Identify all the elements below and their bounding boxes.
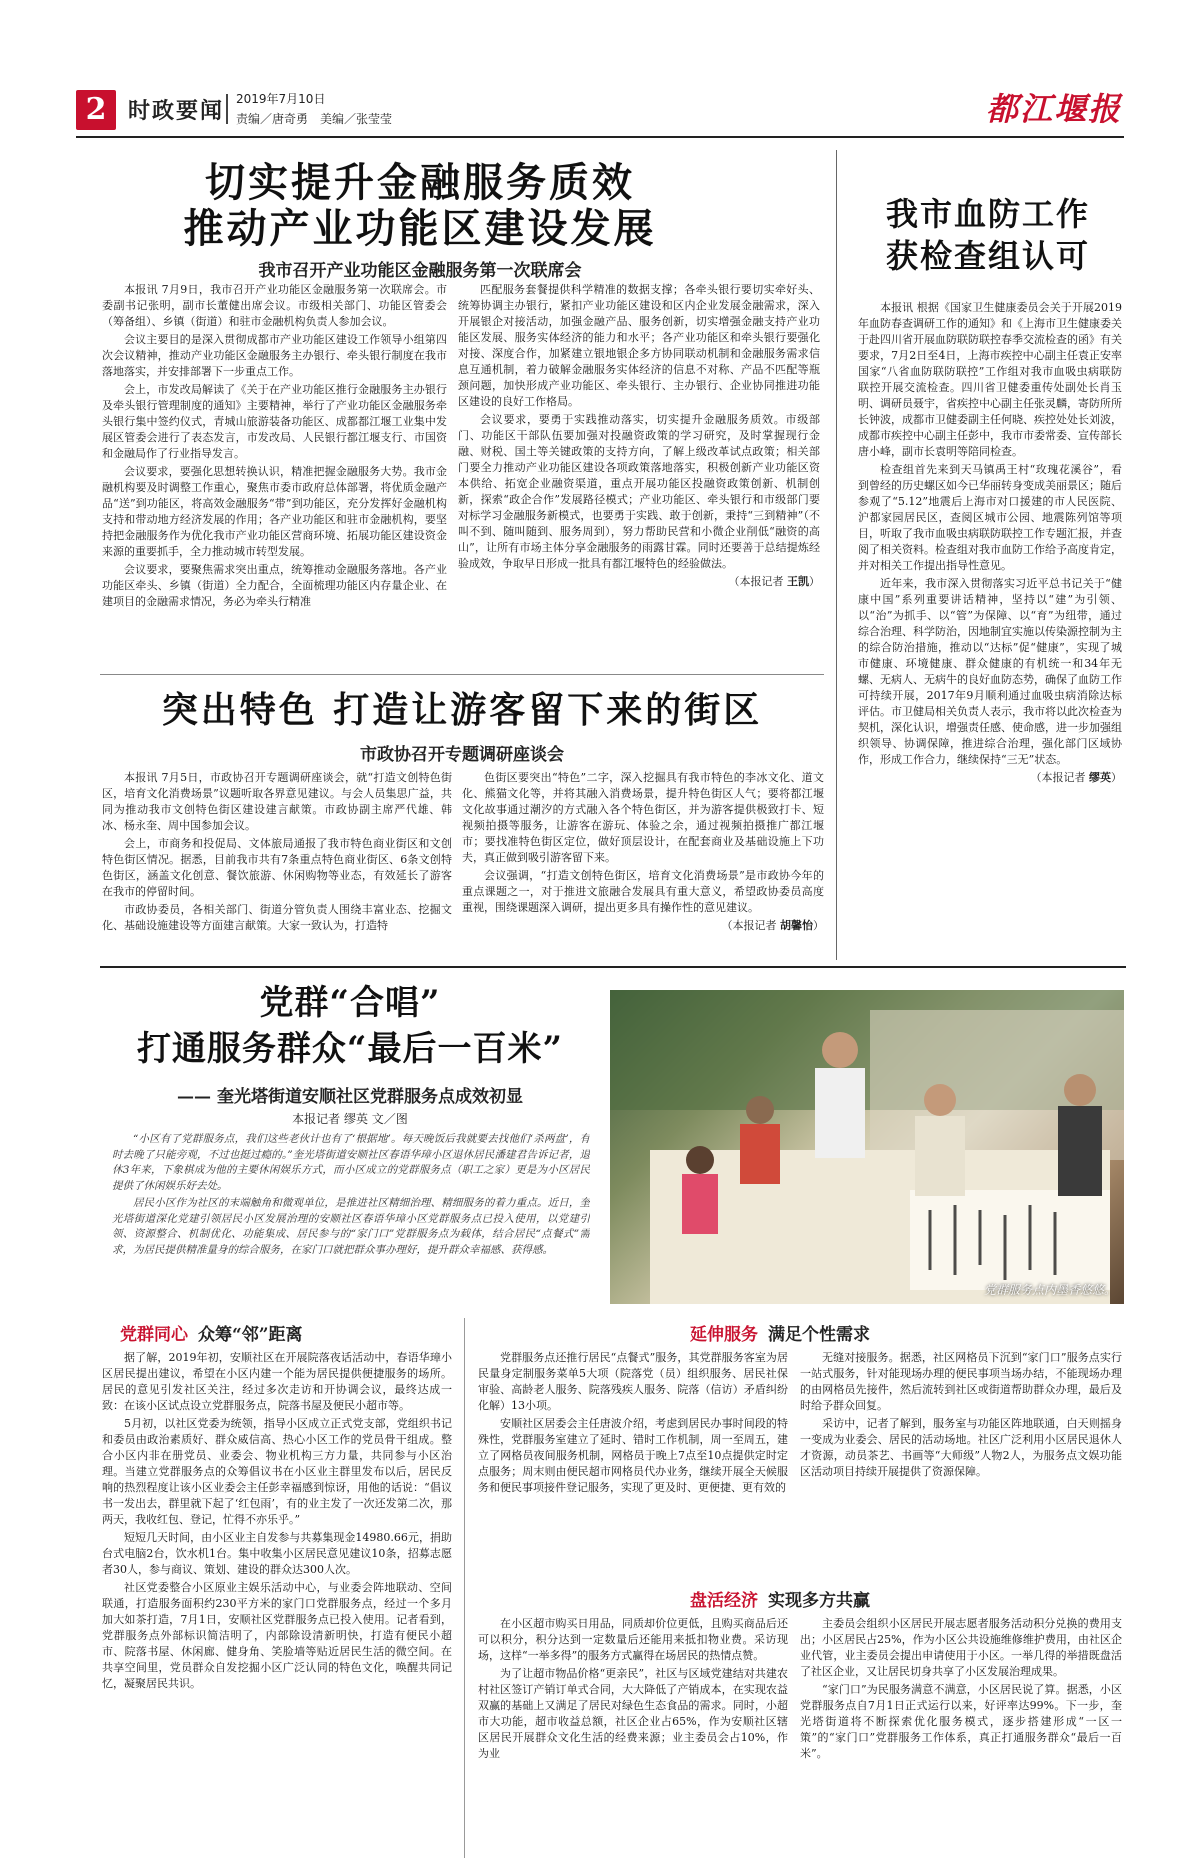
paragraph: 5月初，以社区党委为统领，指导小区成立正式党支部，党组织书记和委员由政治素质好、群众威信高、热心小区工作的党员骨干组成。整合小区内非在册党员、业委会、物业机构三方力量，共同参与小区治理。当建立党群服务点的众筹倡议书在小区业主群里发布以后，居民反响的热烈程度让该小区业委会主任彭幸福感到惊讶，用他的话说：“倡议书一发出去，群里就下起了‘红包雨’，有的业主发了一次还发第二次，那两天，我收红包、登记，忙得不亦乐乎。” [102,1417,452,1526]
section1-heading [120,1320,580,1345]
paragraph: 会议要求，要聚焦需求突出重点，统筹推动金融服务落地。各产业功能区牵头、乡镇（街道）全力配合，全面梳理功能区内存量企业、在建项目的金融需求情况，务必为牵头行精准 [102,563,447,608]
column-divider-bottom [464,1318,465,1858]
article3-top-rule [100,674,824,675]
section3-heading-text: 实现多方共赢 [768,1591,870,1611]
paragraph: 无缝对接服务。据悉，社区网格员下沉到“家门口”服务点实行一站式服务，针对能现场办理的便民事项当场办结，不能现场办理的由网格员先接件，然后流转到社区或街道帮助群众办理，最后及时给予群众回复。 [800,1351,1122,1412]
section1-heading-text: 众筹“邻”距离 [198,1325,303,1345]
article4-top-rule [100,966,1126,968]
article4-subtitle: —— 奎光塔街道安顺社区党群服务点成效初显 [177,1087,523,1107]
article3-title: 突出特色 打造让游客留下来的街区 [161,689,763,731]
article1-title-line2: 推动产业功能区建设发展 [183,205,657,252]
paragraph: 检查组首先来到天马镇禹王村“玫瑰花溪谷”，看到曾经的历史螺区如今已华丽转身变成美丽景区；随后参观了“5.12”地震后上海市对口援建的市人民医院、沪都家园居民区，查阅区城市公园、地震陈列馆等项目，听取了我市血吸虫病联防联控工作专题汇报，并查阅了相关资料。检查组对我市血防工作给予高度肯定，并对相关工作提出指导性意见。 [858,463,1122,572]
column-divider [836,150,837,960]
paragraph: 采访中，记者了解到，服务室与功能区阵地联通，白天则摇身一变成为业委会、居民的活动场地。社区广泛利用小区居民退休人才资源，动员茶艺、书画等“大师级”人物2人，为服务点文娱功能区活动项目持续开展提供了资源保障。 [800,1417,1122,1478]
paragraph: 会议要求，要勇于实践推动落实，切实提升金融服务质效。市级部门、功能区干部队伍要加强对投融资政策的学习研究，及时掌握现行金融、财税、国土等关键政策的支持方向，了解上级改革试点政策；相关部门要全力推动产业功能区建设各项政策落地落实，积极创新产业功能区资本供给、拓宽企业融资渠道，重点开展功能区投融资政策创新、机制创新，探索“政企合作”发展路径模式；产业功能区、牵头银行和市级部门要对标学习金融服务新模式，也要勇于实践、敢于创新，秉持“三到精神”（不叫不到、随叫随到、服务周到），努力帮助民营和小微企业削低“融资的高山”，让所有市场主体分享金融服务的雨露甘霖。同时还要善于总结提炼经验成效，争取早日形成一批具有都江堰特色的经验做法。 [458,413,820,570]
page-number-badge [76,90,116,130]
article1-byline: （本报记者 王凯） [728,575,820,588]
article4-byline: 本报记者 缪英 文／图 [292,1112,408,1126]
paragraph: 色街区要突出“特色”二字，深入挖掘具有我市特色的李冰文化、道文化、熊猫文化等，并将其融入消费场景，提升特色街区人气；要将都江堰文化故事通过潮汐的方式融入各个特色街区，并为游客提供极致打卡、短视频拍摄等服务，让游客在游玩、体验之余，通过视频拍摄推广都江堰市；要找准特色街区定位，做好顶层设计，在配套商业及基础设施上下功夫，真正做到吸引游客留下来。 [462,771,824,864]
byline-label: 本报记者 [1041,771,1086,784]
paragraph: 在小区超市购买日用品，同质却价位更低，且购买商品后还可以积分，积分达到一定数量后还能用来抵扣物业费。采访现场，这样“一举多得”的服务方式赢得在场居民的热情点赞。 [478,1617,788,1662]
article1-left-column [102,282,447,666]
paragraph: 本报讯 根据《国家卫生健康委员会关于开展2019年血防春查调研工作的通知》和《上海市卫生健康委关于赴四川省开展血防联防联控春季交流检查的函》有关要求，7月2日至4日，上海市疾控中心副主任袁正安率国家“八省血防联防联控”工作组对我市血吸虫病联防联控开展交流检查。四川省卫健委重传处副处长肖玉明、调研员聂宇，省疾控中心副主任张灵麟，寄防所所长钟波，成都市卫健委副主任何晓、疾控处处长刘波，成都市疾控中心副主任彭中，我市市委常委、宣传部长唐小峰，副市长袁明等陪同检查。 [858,301,1122,458]
paragraph: 近年来，我市深入贯彻落实习近平总书记关于“健康中国”系列重要讲话精神，坚持以“建”为引领、以“治”为抓手、以“管”为保障、以“育”为纽带，通过综合治理、科学防治，因地制宜实施以传染源控制为主的综合防治措施，推动以“达标”促“健康”，实现了城市健康、环境健康、群众健康的有机统一和34年无螺、无病人、无病牛的良好血防态势，确保了血防工作可持续开展，2017年9月顺利通过血吸虫病消除达标评估。市卫健局相关负责人表示，我市将以此次检查为契机，深化认识，增强责任感、使命感，进一步加强组织领导、协调保障，推进综合治理，强化部门区域协作，形成工作合力，继续保持“三无”状态。 [858,577,1122,766]
paragraph: 党群服务点还推行居民“点餐式”服务，其党群服务客室为居民量身定制服务菜单5大项（院落党（员）组织服务、居民社保审验、高龄老人服务、院落残疾人服务、院落（信访）矛盾纠纷化解）13小项。 [478,1351,788,1412]
section2-left-column [478,1350,788,1550]
paragraph: 据了解，2019年初，安顺社区在开展院落夜话活动中，春语华璋小区居民提出建议，希望在小区内建一个能为居民提供便捷服务的场所。居民的意见引发社区关注，经过多次走访和开协调会议，最终达成一致：在该小区试点设立党群服务点，院落书屋及便民小超市等。 [102,1351,452,1412]
page-number: 2 [85,92,107,127]
article2-title-line2: 获检查组认可 [885,237,1090,275]
paragraph: 安顺社区居委会主任唐波介绍，考虑到居民办事时间段的特殊性，党群服务室建立了延时、错时工作机制，周一至周五，建立了网格员夜间服务机制，网格员于晚上7点至10点提供定时定点服务；周末则由便民超市网格员代办业务，继续开展全天候服务和便民事项接件登记服务，实现了更及时、更便捷、更有效的 [478,1417,788,1494]
paragraph: 会上，市发改局解读了《关于在产业功能区推行金融服务主办银行及牵头银行管理制度的通知》主要精神，举行了产业功能区金融服务牵头银行集中签约仪式，青城山旅游装备功能区、成都都江堰工业集中发展区管委会进行了表态发言，市发改局、人民银行都江堰支行、市国资和金融局作了行业指导发言。 [102,383,447,460]
article4-intro [112,1132,590,1304]
paragraph: 为了让超市物品价格“更亲民”，社区与区域党建结对共建农村社区签订产销订单式合同，大大降低了产销成本，在实现农益双赢的基础上又满足了居民对绿色生态食品的需求。同时，小超市大功能，超市收益总额，社区企业占65%，作为安顺社区辖区居民开展群众文化生活的经费来源；业主委员会占10%，作为业 [478,1667,788,1760]
paragraph: 匹配服务套餐提供科学精准的数据支撑；各牵头银行要切实牵好头、统筹协调主办银行，紧扣产业功能区建设和区内企业发展金融需求，深入开展银企对接活动，加强金融产品、服务创新，切实增强金融支持产业功能区发展、服务实体经济的能力和水平；各产业功能区和牵头银行要强化对接、深度合作，加紧建立银地银企多方协同联动机制和金融服务需求信息互通机制，着力破解金融服务实体经济的信息不对称、产品不匹配等瓶颈问题，加快形成产业功能区、牵头银行、主办银行、企业协同推进功能区建设的良好工作格局。 [458,283,820,408]
byline-name: 王凯 [787,575,809,588]
section1-heading-red: 党群同心 [120,1325,188,1345]
paragraph: 本报讯 7月9日，我市召开产业功能区金融服务第一次联席会。市委副书记张明，副市长董健出席会议。市级相关部门、功能区管委会（筹备组）、乡镇（街道）和驻市金融机构负责人参加会议。 [102,283,447,328]
paragraph: 本报讯 7月5日，市政协召开专题调研座谈会，就“打造文创特色街区，培育文化消费场景”议题听取各界意见建议。与会人员集思广益，共同为推动我市文创特色街区建设建言献策。市政协副主席严代雄、韩冰、杨永奎、周中国参加会议。 [102,771,452,832]
paragraph: 会议主要目的是深入贯彻成都市产业功能区建设工作领导小组第四次会议精神，推动产业功能区金融服务主办银行、牵头银行制度在我市落地落实，并安排部署下一步重点工作。 [102,333,447,378]
byline-label: 本报记者 [732,919,777,932]
masthead-rule [76,136,1124,138]
article4-photo [610,990,1124,1304]
paragraph: 主委员会组织小区居民开展志愿者服务活动积分兑换的费用支出；小区居民占25%，作为小区公共设施维修维护费用，由社区企业代管，业主委员会提出申请使用于小区。一举几得的举措既盘活了社区企业，又让居民切身共享了小区发展治理成果。 [800,1617,1122,1678]
section3-heading [690,1586,1110,1611]
article4-title-line1: 党群“合唱” [259,983,441,1023]
photo-caption: 党群服务点内墨香悠悠。 [983,1283,1116,1297]
editors: 责编／唐奇勇 美编／张莹莹 [236,112,393,126]
paragraph: 市政协委员，各相关部门、街道分管负责人围绕丰富业态、挖掘文化、基础设施建设等方面建言献策。大家一致认为，打造特 [102,903,452,932]
article4-title-line2: 打通服务群众“最后一百米” [136,1029,564,1069]
article3-left-column [102,770,452,954]
paragraph: 会上，市商务和投促局、文体旅局通报了我市特色商业街区和文创特色街区情况。据悉，目前我市共有7条重点特色商业街区、6条文创特色街区，涵盖文化创意、餐饮旅游、休闲购物等业态，有效延长了游客在我市的停留时间。 [102,837,452,898]
section2-heading-text: 满足个性需求 [768,1325,870,1345]
section2-heading-red: 延伸服务 [690,1325,758,1345]
paragraph: 会议要求，要强化思想转换认识，精准把握金融服务大势。我市金融机构要及时调整工作重心，聚焦市委市政府总体部署，将优质金融产品“送”到功能区，将高效金融服务“带”到功能区，充分发挥好金融机构支持和带动地方经济发展的作用；各产业功能区和驻市金融机构，要坚持把金融服务作为优化我市产业功能区营商环境、拓展功能区建设资金来源的重要抓手，全力推动城市转型发展。 [102,465,447,558]
paragraph: “家门口”为民服务满意不满意，小区居民说了算。据悉，小区党群服务点自7月1日正式运行以来，好评率达99%。下一步，奎光塔街道将不断探索优化服务模式，逐步搭建形成“一区一策”的“家门口”党群服务工作体系，真正打通服务群众“最后一百米”。 [800,1683,1122,1760]
article3-right-column [462,770,824,954]
issue-date: 2019年7月10日 [236,92,326,106]
byline-label: 本报记者 [739,575,784,588]
calligraphy-scene-image [610,990,1124,1304]
section3-right-column [800,1616,1122,1860]
article1-title-line1: 切实提升金融服务质效 [205,159,635,206]
article2-byline: （本报记者 缪英） [1030,771,1122,784]
paragraph: 短短几天时间，由小区业主自发参与共募集现金14980.66元，捐助台式电脑2台，饮水机1台。集中收集小区居民意见建议10条，招募志愿者30人，参与商议、策划、建设的群众达300人次。 [102,1531,452,1576]
article2-column [858,300,1122,956]
section-name: 时政要闻 [128,99,225,124]
paragraph: 社区党委整合小区原业主娱乐活动中心，与业委会阵地联动、空间联通，打造服务面积约230平方米的家门口党群服务点，经过一个多月加大如茶打造，7月1日，安顺社区党群服务点已投入使用。记者看到，党群服务点外部标识简洁明了，内部除设清新明快，打造有便民小超市、院落书屋、休闲廊、健身角、笑脸墙等贴近居民生活的微空间。在共享空间里，党员群众自发挖掘小区广泛认同的特色文化，唤醒共同记忆，凝聚居民共识。 [102,1581,452,1690]
paragraph: 会议强调，“打造文创特色街区，培育文化消费场景”是市政协今年的重点课题之一，对于推进文旅融合发展具有重大意义，希望政协委员高度重视，围绕课题深入调研，提出更多具有操作性的意见建议。 [462,869,824,914]
section1-column [102,1350,452,1860]
section2-right-column [800,1350,1122,1550]
article3-subtitle: 市政协召开专题调研座谈会 [360,745,564,765]
paragraph: “小区有了党群服务点，我们这些老伙计也有了‘根据地’。每天晚饭后我就要去找他们‘杀两盘’，有时去晚了只能旁观，不过也挺过瘾的。”奎光塔街道安顺社区春语华璋小区退休居民潘建君告诉记者，退休3年来，下象棋成为他的主要休闲娱乐方式，而小区成立的党群服务点（职工之家）更是为小区居民提供了休闲娱乐好去处。 [112,1133,590,1192]
article2-title-line1: 我市血防工作 [885,195,1090,233]
section-divider [226,94,228,124]
byline-name: 胡馨怡 [780,919,813,932]
byline-name: 缪英 [1089,771,1111,784]
masthead [76,88,1124,134]
newspaper-logo: 都江堰报 [985,90,1122,128]
paragraph: 居民小区作为社区的末端触角和微观单位，是推进社区精细治理、精细服务的着力重点。近日，奎光塔街道深化党建引领居民小区发展治理的安顺社区春语华璋小区党群服务点已投入使用，以党建引领、资源整合、机制优化、功能集成、居民参与的“家门口”党群服务点为载体，结合居民“点餐式”需求，为居民提供精准量身的综合服务，在家门口就把群众事办理好，提升群众幸福感、获得感。 [112,1197,590,1256]
section3-heading-red: 盘活经济 [690,1591,758,1611]
article3-byline: （本报记者 胡馨怡） [721,919,824,932]
article1-right-column [458,282,820,666]
article1-subtitle: 我市召开产业功能区金融服务第一次联席会 [258,261,582,281]
section2-heading [690,1320,1110,1345]
section3-left-column [478,1616,788,1860]
